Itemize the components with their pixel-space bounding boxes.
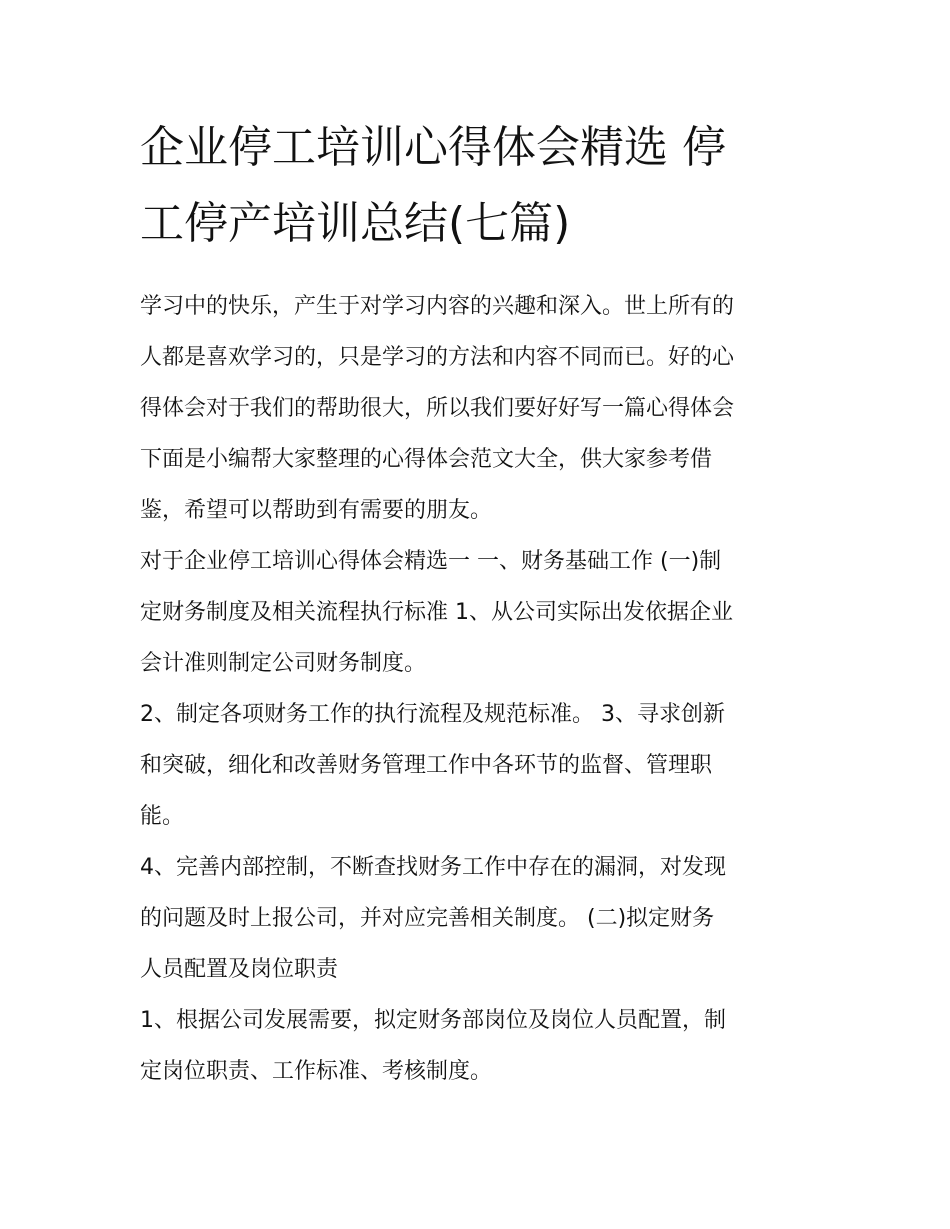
paragraph-line: 人都是喜欢学习的，只是学习的方法和内容不同而已。好的心 xyxy=(140,345,735,370)
paragraph-line: 会计准则制定公司财务制度。 xyxy=(140,651,427,676)
paragraph-line: 2、制定各项财务工作的执行流程及规范标准。 3、寻求创新 xyxy=(140,702,725,727)
document-page xyxy=(140,110,820,1097)
paragraph-line: 定岗位职责、工作标准、考核制度。 xyxy=(140,1059,493,1084)
paragraph-section-one xyxy=(140,536,820,689)
paragraph-line: 下面是小编帮大家整理的心得体会范文大全，供大家参考借 xyxy=(140,447,713,472)
paragraph-line: 鉴，希望可以帮助到有需要的朋友。 xyxy=(140,498,493,523)
paragraph-line: 得体会对于我们的帮助很大，所以我们要好好写一篇心得体会 xyxy=(140,396,735,421)
title-line: 工停产培训总结(七篇) xyxy=(140,198,571,249)
paragraph-line: 4、完善内部控制，不断查找财务工作中存在的漏洞，对发现 xyxy=(140,855,726,880)
paragraph-line: 1、根据公司发展需要，拟定财务部岗位及岗位人员配置，制 xyxy=(140,1008,726,1033)
document-title xyxy=(140,110,820,262)
paragraph-line: 的问题及时上报公司，并对应完善相关制度。 (二)拟定财务 xyxy=(140,906,715,931)
paragraph-line: 能。 xyxy=(140,804,185,829)
paragraph-intro xyxy=(140,281,820,536)
paragraph-line: 定财务制度及相关流程执行标准 1、从公司实际出发依据企业 xyxy=(140,600,733,625)
paragraph-item-4 xyxy=(140,842,820,995)
document-body xyxy=(140,281,820,1097)
paragraph-staffing xyxy=(140,995,820,1097)
paragraph-line: 学习中的快乐，产生于对学习内容的兴趣和深入。世上所有的 xyxy=(140,294,735,319)
paragraph-line: 人员配置及岗位职责 xyxy=(140,957,339,982)
title-line: 企业停工培训心得体会精选 停 xyxy=(140,122,726,173)
paragraph-line: 和突破，细化和改善财务管理工作中各环节的监督、管理职 xyxy=(140,753,713,778)
paragraph-item-2-3 xyxy=(140,689,820,842)
paragraph-line: 对于企业停工培训心得体会精选一 一、财务基础工作 (一)制 xyxy=(140,549,722,574)
